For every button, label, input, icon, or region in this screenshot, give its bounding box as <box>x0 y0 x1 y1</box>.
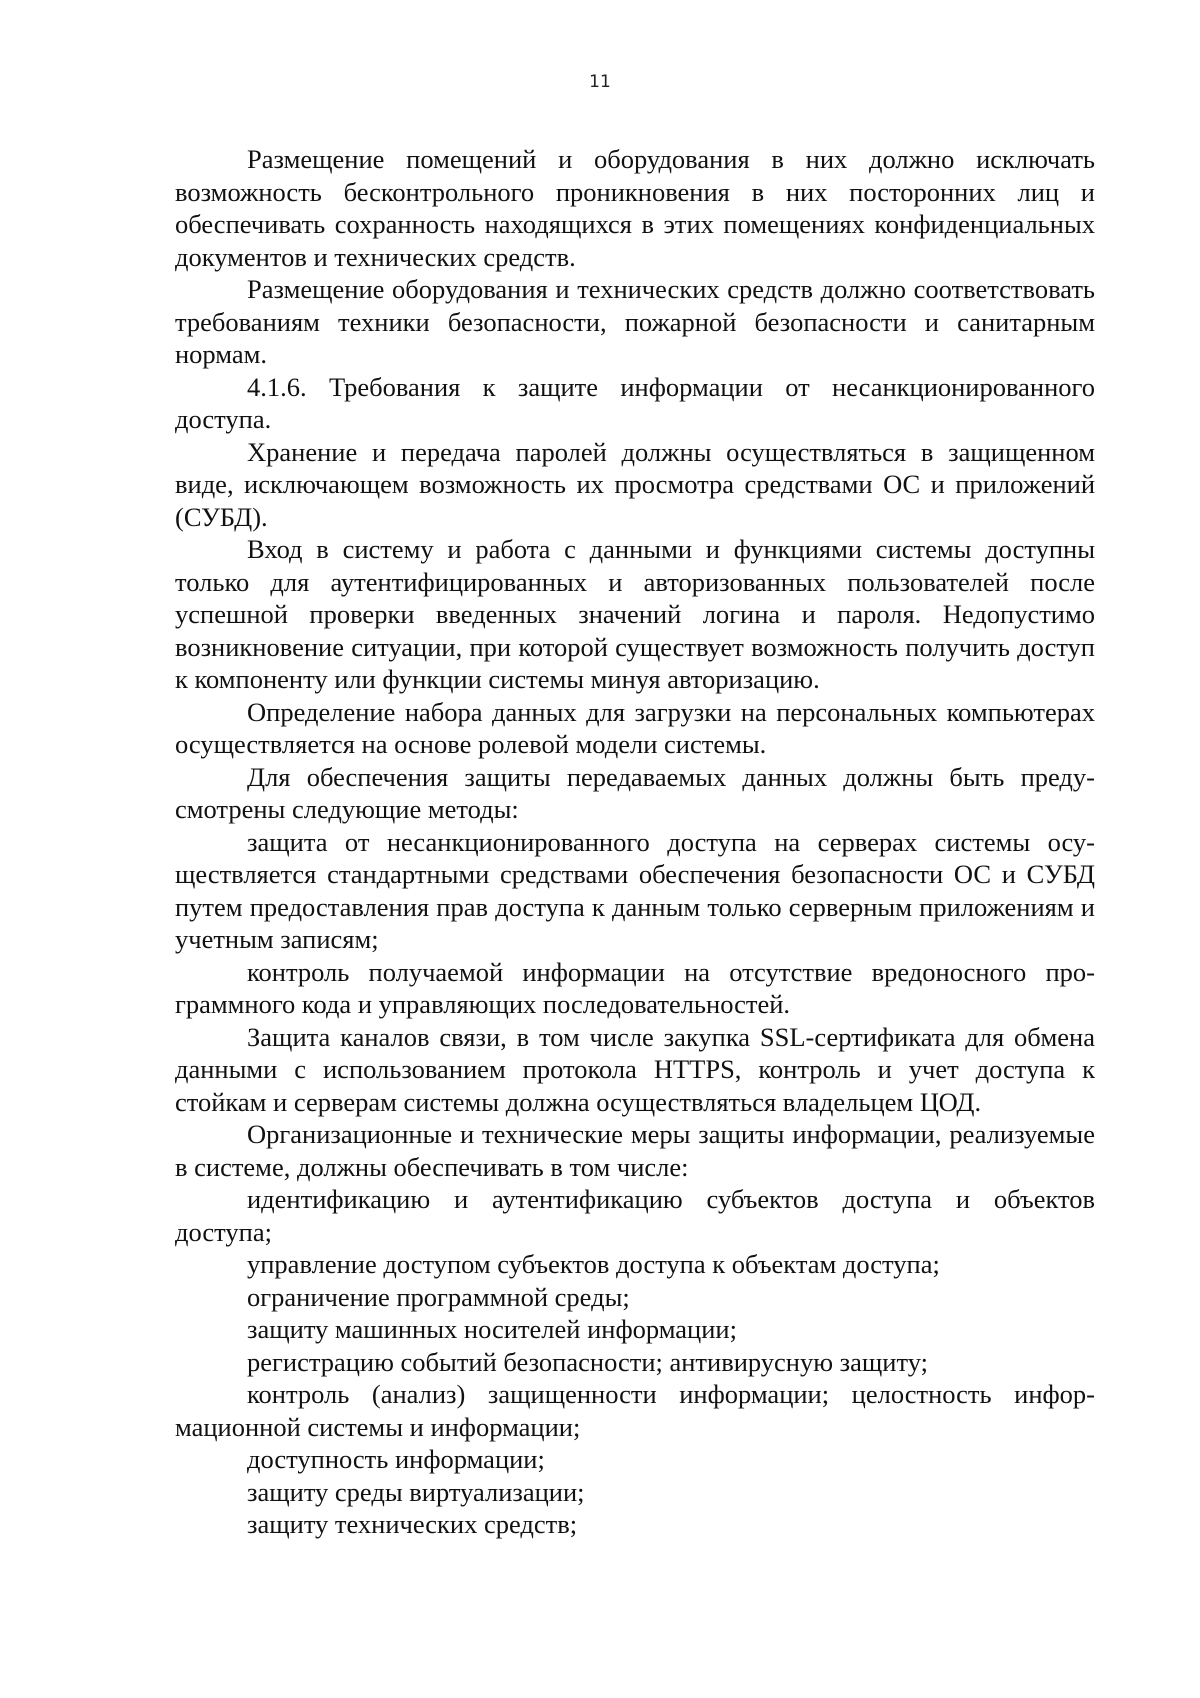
paragraph: Для обеспечения защиты передаваемых данных должны быть предусмотрены следующие методы: <box>175 761 1095 824</box>
list-item: защиту технических средств; <box>247 1509 578 1539</box>
list-item: доступность информации; <box>247 1444 545 1474</box>
list-item: контроль (анализ) защищенности информации; целостность информационной системы и информации; <box>175 1379 1095 1442</box>
paragraph: Защита каналов связи, в том числе закупка SSL-сертификата для обмена данными с использованием протокола HTTPS, контроль и учет доступа к стойкам и серверам системы должна осуществляться владельцем ЦОД. <box>175 1021 1095 1117</box>
list-item: защиту среды виртуализации; <box>247 1476 585 1507</box>
list-item: идентификацию и аутентификацию субъектов доступа и объектов доступа; <box>175 1184 1095 1247</box>
document-body <box>175 143 1095 1541</box>
paragraph: Размещение оборудования и технических средств должно соответствовать требованиям техники безопасности, пожарной безопасности и санитарным нормам. <box>175 274 1095 369</box>
list-item: регистрацию событий безопасности; антивирусную защиту; <box>247 1346 928 1377</box>
list-item: защиту машинных носителей информации; <box>247 1314 737 1344</box>
list-item: управление доступом субъектов доступа к объектам доступа; <box>247 1249 940 1279</box>
list-item: ограничение программной среды; <box>247 1281 630 1312</box>
paragraph: Определение набора данных для загрузки на персональных компьютерах осуществляется на основе ролевой модели системы. <box>175 696 1095 759</box>
paragraph: Размещение помещений и оборудования в них должно исключать возможность бесконтрольного проникновения в них посторонних лиц и обеспечивать сохранность находящихся в этих помещениях конфиденциальных документов и технических средств. <box>175 144 1095 272</box>
section-heading-4-1-6: 4.1.6. Требования к защите информации от несанкционированного доступа. <box>175 371 1095 434</box>
list-item: защита от несанкционированного доступа на серверах системы осуществляется стандартными средствами обеспечения безопасности ОС и СУБД путем предоставления прав доступа к данным только серверным приложениям и учетным записям; <box>175 826 1095 954</box>
paragraph: Хранение и передача паролей должны осуществляться в защищенном виде, исключающем возможность их просмотра средствами ОС и приложений (СУБД). <box>175 436 1095 532</box>
paragraph: Вход в систему и работа с данными и функциями системы доступны только для аутентифицированных и авторизованных пользователей после успешной проверки введенных значений логина и пароля. Недопустимо возникновение ситуации, при которой существует возможность получить доступ к компоненту или функции системы минуя авторизацию. <box>175 534 1095 694</box>
list-item: контроль получаемой информации на отсутствие вредоносного программного кода и управляющих последовательностей. <box>175 956 1095 1019</box>
page-number: 11 <box>589 72 611 92</box>
paragraph: Организационные и технические меры защиты информации, реализуемые в системе, должны обеспечивать в том числе: <box>175 1119 1095 1182</box>
